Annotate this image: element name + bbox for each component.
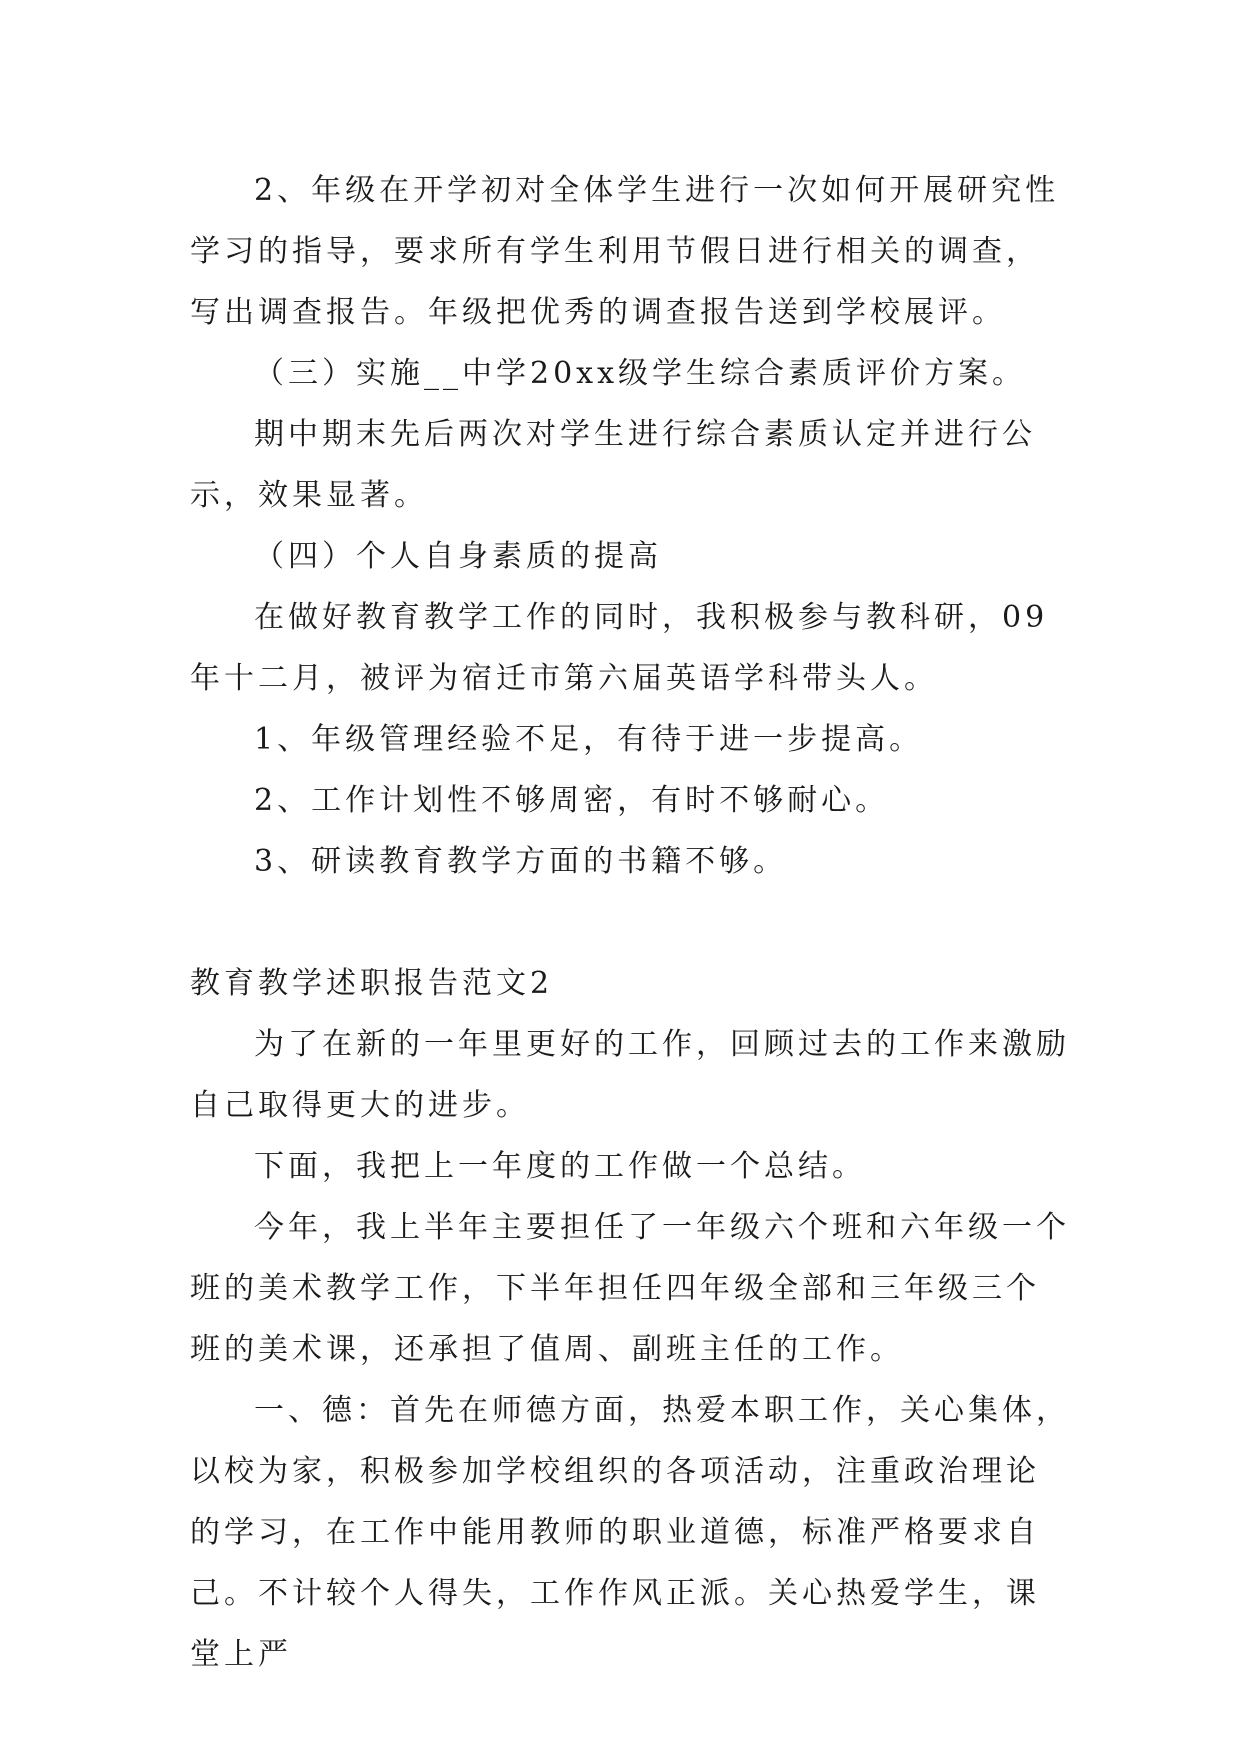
paragraph: 在做好教育教学工作的同时，我积极参与教科研，09年十二月，被评为宿迁市第六届英语学科带头人。 bbox=[190, 600, 1049, 696]
paragraph: 一、德：首先在师德方面，热爱本职工作，关心集体，以校为家，积极参加学校组织的各项活动，注重政治理论的学习，在工作中能用教师的职业道德，标准严格要求自己。不计较个人得失，工作作风正派。关心热爱学生，课堂上严 bbox=[190, 1393, 1070, 1672]
paragraph: 下面，我把上一年度的工作做一个总结。 bbox=[254, 1149, 866, 1184]
paragraph: 3、研读教育教学方面的书籍不够。 bbox=[254, 844, 788, 879]
paragraph: （三）实施__中学20xx级学生综合素质评价方案。 bbox=[254, 356, 1027, 391]
section-spacer bbox=[190, 892, 1070, 953]
paragraph: 2、工作计划性不够周密，有时不够耐心。 bbox=[254, 783, 890, 818]
paragraph: 1、年级管理经验不足，有待于进一步提高。 bbox=[254, 722, 924, 757]
paragraph: （四）个人自身素质的提高 bbox=[254, 539, 662, 574]
paragraph: 2、年级在开学初对全体学生进行一次如何开展研究性学习的指导，要求所有学生利用节假日进行相关的调查，写出调查报告。年级把优秀的调查报告送到学校展评。 bbox=[190, 173, 1060, 330]
section-title: 教育教学述职报告范文2 bbox=[190, 966, 554, 1001]
paragraph: 今年，我上半年主要担任了一年级六个班和六年级一个班的美术教学工作，下半年担任四年级全部和三年级三个班的美术课，还承担了值周、副班主任的工作。 bbox=[190, 1210, 1070, 1367]
paragraph: 期中期末先后两次对学生进行综合素质认定并进行公示，效果显著。 bbox=[190, 417, 1036, 513]
paragraph: 为了在新的一年里更好的工作，回顾过去的工作来激励自己取得更大的进步。 bbox=[190, 1027, 1070, 1123]
document-body bbox=[190, 160, 1070, 1685]
